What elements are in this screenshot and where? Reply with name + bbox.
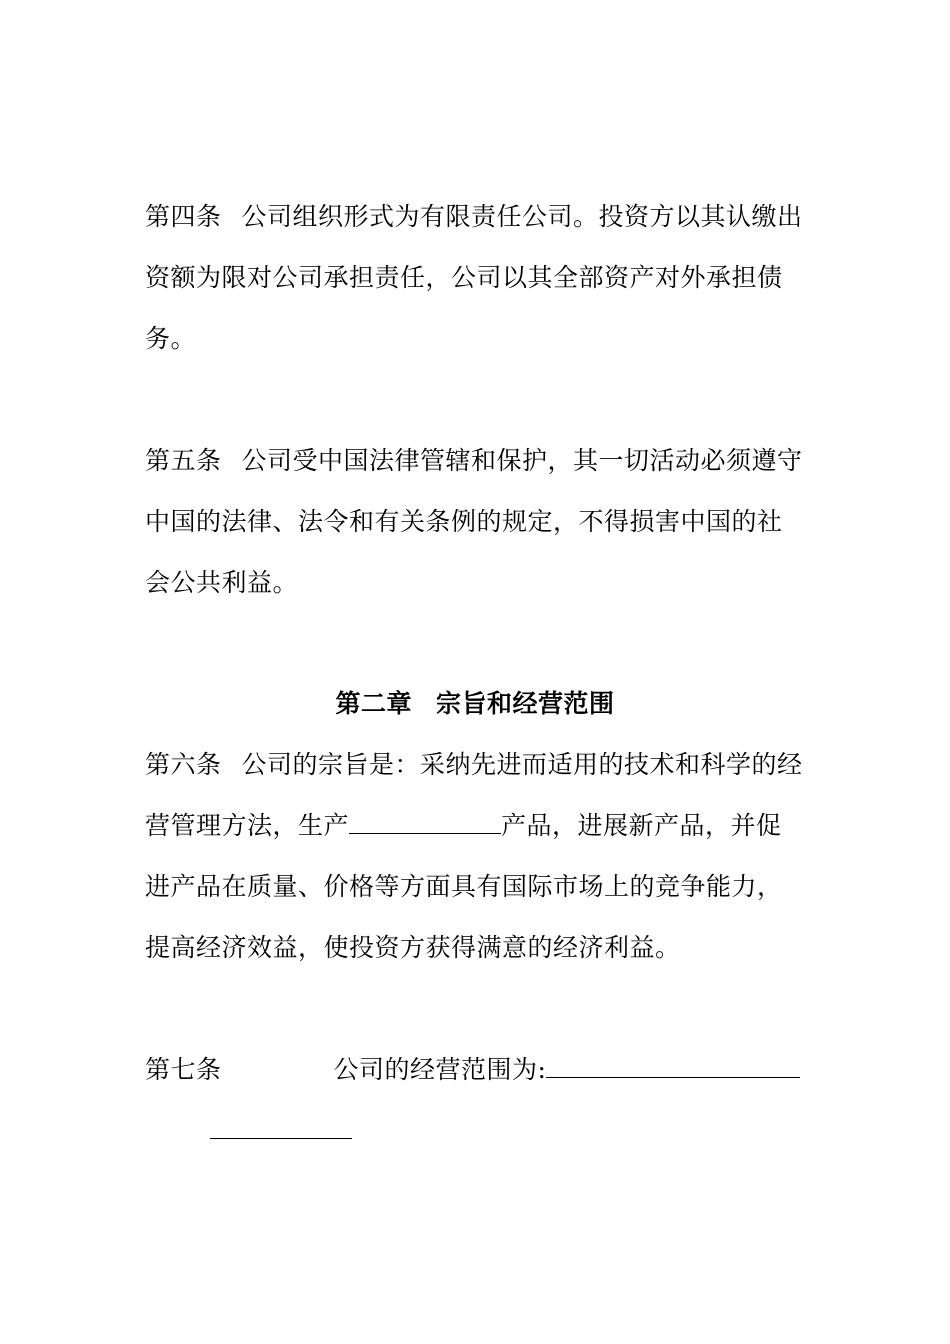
- product-blank-line: [349, 811, 501, 834]
- article-7-number: 第七条: [145, 1055, 222, 1084]
- article-4-text-1: 公司组织形式为有限责任公司。投资方以其认缴出: [241, 202, 803, 231]
- scope-blank-line-1: [546, 1055, 800, 1078]
- article-4-line-2: 资额为限对公司承担责任，公司以其全部资产对外承担债: [145, 263, 783, 292]
- article-7-line-1: [145, 1055, 800, 1085]
- article-4-line-3: 务。: [145, 324, 197, 353]
- article-4-line-1: [145, 202, 803, 232]
- article-6-line-4: 提高经济效益，使投资方获得满意的经济利益。: [145, 933, 681, 962]
- article-4-number: 第四条: [145, 202, 222, 231]
- article-6-number: 第六条: [145, 750, 222, 779]
- article-5-line-2: 中国的法律、法令和有关条例的规定，不得损害中国的社: [145, 507, 783, 536]
- scope-blank-line-2: [210, 1138, 352, 1139]
- chapter-heading: [0, 689, 950, 719]
- chapter-title: 宗旨和经营范围: [436, 689, 615, 718]
- article-6-text-2b: 产品，进展新产品，并促: [501, 811, 782, 840]
- article-6-text-2a: 营管理方法，生产: [145, 811, 350, 840]
- article-5-line-3: 会公共利益。: [145, 568, 299, 597]
- article-5-number: 第五条: [145, 446, 222, 475]
- article-5-text-1: 公司受中国法律管辖和保护，其一切活动必须遵守: [241, 446, 803, 475]
- chapter-number: 第二章: [335, 689, 412, 718]
- article-6-line-1: [145, 750, 803, 780]
- article-5-line-1: [145, 446, 803, 476]
- article-6-line-2: [145, 811, 782, 841]
- article-6-text-1: 公司的宗旨是：采纳先进而适用的技术和科学的经: [241, 750, 803, 779]
- article-7-text: 公司的经营范围为:: [333, 1055, 547, 1084]
- article-6-line-3: 进产品在质量、价格等方面具有国际市场上的竞争能力，: [145, 872, 783, 901]
